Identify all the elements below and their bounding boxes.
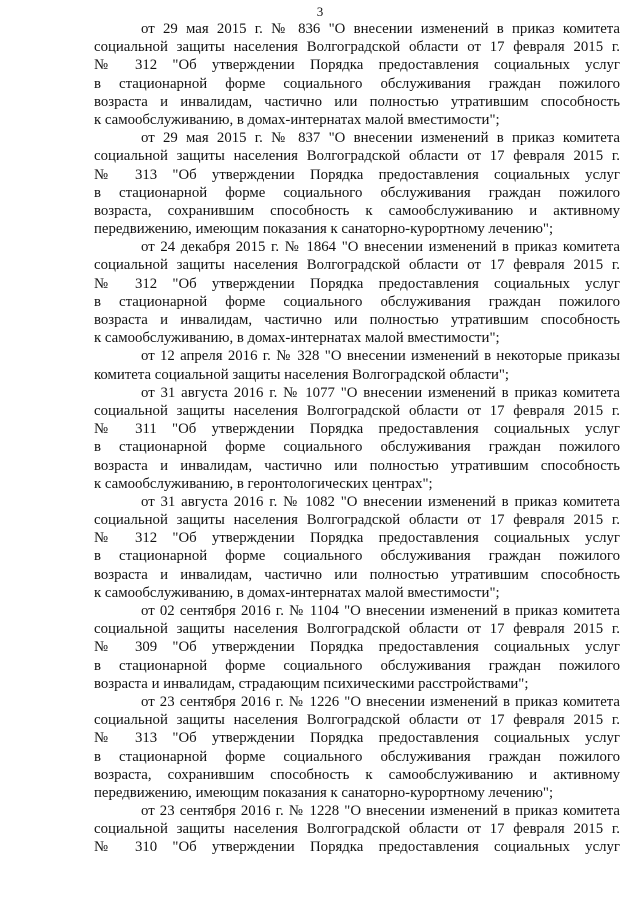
text-line: возраста, сохранившим способность к самообслуживанию и активному — [94, 766, 620, 783]
text-line: № 309 "Об утверждении Порядка предоставления социальных услуг — [94, 639, 620, 656]
text-line: возраста и инвалидам, частично или полностью утратившим способность — [94, 93, 620, 110]
text-line: социальной защиты населения Волгоградской области от 17 февраля 2015 г. — [94, 402, 620, 419]
order-entry — [94, 602, 620, 693]
text-line: к самообслуживанию, в домах-интернатах малой вместимости"; — [94, 584, 500, 601]
text-line: возраста и инвалидам, частично или полностью утратившим способность — [94, 457, 620, 474]
text-line: от 29 мая 2015 г. № 836 "О внесении изменений в приказ комитета — [141, 21, 620, 37]
text-line: № 313 "Об утверждении Порядка предоставления социальных услуг — [94, 166, 620, 183]
text-line: в стационарной форме социального обслуживания граждан пожилого — [94, 75, 620, 92]
text-line: от 31 августа 2016 г. № 1077 "О внесении изменений в приказ комитета — [141, 384, 620, 401]
text-line: возраста и инвалидам, частично или полностью утратившим способность — [94, 312, 620, 328]
text-line: № 310 "Об утверждении Порядка предоставления социальных услуг — [94, 839, 620, 856]
text-line: № 312 "Об утверждении Порядка предоставления социальных услуг — [94, 57, 620, 74]
order-entry — [94, 238, 620, 347]
order-entry — [94, 384, 620, 493]
text-line: от 02 сентября 2016 г. № 1104 "О внесении изменений в приказ комитета — [141, 603, 620, 619]
text-line: возраста и инвалидам, частично или полностью утратившим способность — [94, 566, 620, 583]
text-line: передвижению, имеющим показания к санаторно-курортному лечению"; — [94, 784, 554, 801]
text-line: в стационарной форме социального обслуживания граждан пожилого — [94, 657, 620, 674]
text-line: № 311 "Об утверждении Порядка предоставления социальных услуг — [94, 421, 620, 438]
order-entry — [94, 802, 620, 857]
text-line: социальной защиты населения Волгоградской области от 17 февраля 2015 г. — [94, 512, 620, 529]
text-line: в стационарной форме социального обслуживания граждан пожилого — [94, 548, 620, 565]
text-line: социальной защиты населения Волгоградской области от 17 февраля 2015 г. — [94, 257, 620, 274]
order-entry — [94, 129, 620, 238]
text-line: от 23 сентября 2016 г. № 1228 "О внесении изменений в приказ комитета — [141, 803, 620, 820]
order-entry — [94, 693, 620, 802]
text-line: социальной защиты населения Волгоградской области от 17 февраля 2015 г. — [94, 148, 620, 165]
text-line: к самообслуживанию, в домах-интернатах малой вместимости"; — [94, 330, 500, 347]
order-entry — [94, 347, 620, 383]
text-line: возраста и инвалидам, страдающим психическими расстройствами"; — [94, 675, 529, 692]
text-line: возраста, сохранившим способность к самообслуживанию и активному — [94, 202, 620, 219]
text-line: от 29 мая 2015 г. № 837 "О внесении изменений в приказ комитета — [141, 130, 620, 147]
text-line: к самообслуживанию, в домах-интернатах малой вместимости"; — [94, 111, 500, 128]
text-line: от 12 апреля 2016 г. № 328 "О внесении изменений в некоторые приказы — [141, 348, 620, 365]
text-line: передвижению, имеющим показания к санаторно-курортному лечению"; — [94, 221, 554, 238]
text-line: от 24 декабря 2015 г. № 1864 "О внесении изменений в приказ комитета — [141, 239, 620, 256]
text-line: от 31 августа 2016 г. № 1082 "О внесении изменений в приказ комитета — [141, 493, 620, 510]
text-line: № 312 "Об утверждении Порядка предоставления социальных услуг — [94, 275, 620, 292]
text-line: в стационарной форме социального обслуживания граждан пожилого — [94, 293, 620, 310]
text-line: № 312 "Об утверждении Порядка предоставления социальных услуг — [94, 530, 620, 547]
text-line: от 23 сентября 2016 г. № 1226 "О внесении изменений в приказ комитета — [141, 693, 620, 710]
text-line: социальной защиты населения Волгоградской области от 17 февраля 2015 г. — [94, 712, 620, 729]
text-line: социальной защиты населения Волгоградской области от 17 февраля 2015 г. — [94, 821, 620, 838]
text-line: социальной защиты населения Волгоградской области от 17 февраля 2015 г. — [94, 621, 620, 638]
text-line: № 313 "Об утверждении Порядка предоставления социальных услуг — [94, 730, 620, 747]
text-line: комитета социальной защиты населения Волгоградской области"; — [94, 366, 510, 383]
document-body — [94, 20, 620, 857]
page-number: 3 — [316, 4, 324, 19]
text-line: в стационарной форме социального обслуживания граждан пожилого — [94, 748, 620, 765]
text-line: в стационарной форме социального обслуживания граждан пожилого — [94, 184, 620, 201]
order-entry — [94, 493, 620, 602]
text-line: к самообслуживанию, в геронтологических центрах"; — [94, 475, 433, 492]
text-line: в стационарной форме социального обслуживания граждан пожилого — [94, 439, 620, 456]
text-line: социальной защиты населения Волгоградской области от 17 февраля 2015 г. — [94, 39, 620, 56]
order-entry — [94, 20, 620, 129]
